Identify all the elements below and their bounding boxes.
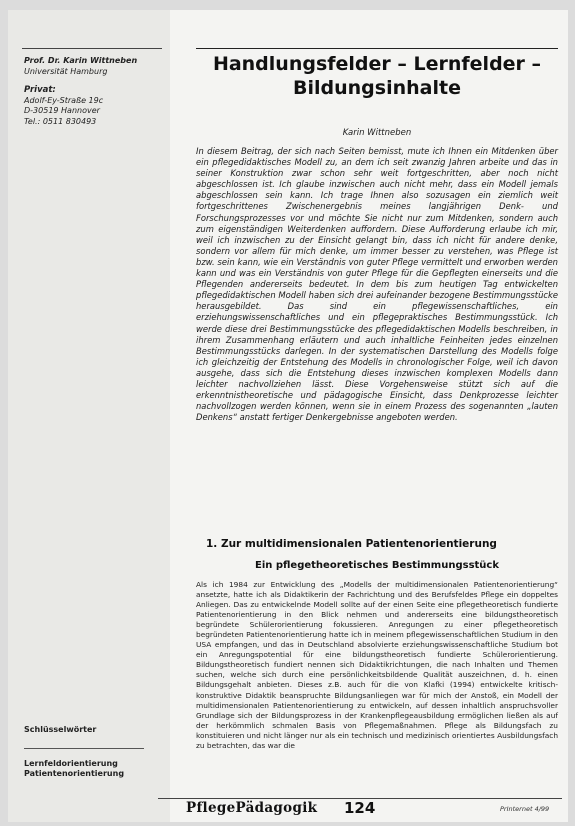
page-number: 124 — [344, 799, 376, 817]
sidebar — [8, 10, 170, 822]
body-paragraph: Als ich 1984 zur Entwicklung des „Modells der multidimensionalen Patientenorientierung“ ansetzte, hatte ich als Didaktikerin der Fachrichtung und des Berufsfeldes Pflege ein doppeltes Anliegen. Das zu entwickelnde Modell sollte auf der einen Seite eine pflegetheoretisch fundierte Patientenorientierung in den Blick nehmen und andererseits eine bildungstheoretisch begründete Schülerorientierung fokussieren. Anregungen zu einer pflegetheoretisch begründeten Patientenorientierung hatte ich in meinem pflegewissenschaftlichen Studium in den USA empfangen, und das in Deutschland absolvierte erziehungswissenschaftliche Studium bot ein Anregungspotential für eine bildungstheoretisch fundierte Schülerorientierung. Bildungstheoretisch fundiert nennen sich Didaktikrichtungen, die nach Inhalten und Themen suchen, welche sich durch eine persönlichkeitsbildende Qualität auszeichnen, d. h. einen Bildungsgehalt anbieten. Dieses z.B. auch für die von Klafki (1994) entwickelte kritisch-konstruktive Didaktik beanspruchte Bildungsanliegen war für mich der Anstoß, ein Modell der multidimensionalen Patientenorientierung zu entwickeln, auf dessen inhaltlich anspruchsvoller Grundlage sich der Bildungsprozess in der Krankenpflegeausbildung ermöglichen ließen als auf der herkömmlich schmalen Basis von Pflegemaßnahmen. Pflege als Bildungsfach zu konstituieren und nicht länger nur als ein technisch und medizinisch orientiertes Ausbildungsfach zu betrachten, das war die — [196, 580, 558, 750]
title-line-2: Bildungsinhalte — [293, 77, 461, 99]
title-line-1: Handlungsfelder – Lernfelder – — [212, 53, 542, 75]
journal-name: PflegePädagogik — [186, 800, 318, 816]
sidebar-rule — [22, 48, 162, 49]
article-title — [196, 52, 558, 100]
title-rule — [196, 48, 558, 49]
keywords-rule — [24, 748, 144, 749]
private-label: Privat: — [24, 85, 56, 95]
section-subheading: Ein pflegetheoretisches Bestimmungsstück — [254, 560, 500, 571]
phone-number: Tel.: 0511 830493 — [24, 116, 97, 126]
keyword-item: Patientenorientierung — [24, 769, 125, 778]
address-street: Adolf-Ey-Straße 19c — [24, 95, 104, 105]
keyword-item: Lernfeldorientierung — [24, 758, 118, 768]
page — [8, 10, 568, 822]
address-city: D-30519 Hannover — [24, 106, 100, 115]
sidebar-affiliation: Universität Hamburg — [24, 66, 108, 76]
keywords-title: Schlüsselwörter — [24, 725, 97, 734]
article-author: Karin Wittneben — [342, 128, 412, 138]
keywords-block — [24, 725, 164, 780]
sidebar-author-name: Prof. Dr. Karin Wittneben — [24, 56, 138, 65]
author-contact-block — [24, 56, 164, 127]
section-heading: 1. Zur multidimensionalen Patientenorientierung — [206, 538, 497, 550]
issue-label: PrInternet 4/99 — [500, 805, 550, 813]
intro-paragraph: In diesem Beitrag, der sich nach Seiten bemisst, mute ich Ihnen ein Mitdenken über ein pflegedidaktisches Modell zu, an dem ich seit zwanzig Jahren arbeite und das in seiner Konstruktion zwar schon sehr weit fortgeschritten, aber noch nicht abgeschlossen ist. Ich glaube inzwischen auch nicht mehr, dass ein Modell jemals abgeschlossen sein kann. Ich trage Ihnen also sozusagen ein ziemlich weit fortgeschrittenes Zwischenergebnis meines langjährigen Denk- und Forschungsprozesses vor und möchte Sie nicht nur zum Mitdenken, sondern auch zum eigenständigen Weiterdenken auffordern. Diese Aufforderung erlaube ich mir, weil ich inzwischen zu der Einsicht gelangt bin, dass ich nicht für andere denke, sondern vor allem für mich denke, um immer besser zu verstehen, was Pflege ist bzw. sein kann, wie ein Verständnis von guter Pflege vermittelt und erworben werden kann und was ein Verständnis von guter Pflege für die Gepflegten einerseits und die Pflegenden andererseits bedeutet. In dem bis zum heutigen Tag entwickelten pflegedidaktischen Modell haben sich drei aufeinander bezogene Bestimmungsstücke herausgebildet. Das sind ein pflegewissenschaftliches, ein erziehungswissenschaftliches und ein pflegepraktisches Bestimmungsstück. Ich werde diese drei Bestimmungsstücke des pflegedidaktischen Modells beschreiben, in ihrem Zusammenhang erläutern und auch inhaltliche Feinheiten jedes einzelnen Bestimmungsstücks darlegen. In der systematischen Darstellung des Modells folge ich gleichzeitig der Entstehung des Modells in chronologischer Folge, weil ich davon ausgehe, dass sich die Entstehung dieses inzwischen komplexen Modells dann leichter nachvollziehen lässt. Diese Vorgehensweise stützt sich auf die erkenntnistheoretische und pädagogische Einsicht, dass Denkprozesse leichter nachvollzogen werden können, wenn sie in einem Prozess des sogenannten „lauten Denkens“ anstatt fertiger Denkergebnisse angeboten werden. — [196, 146, 558, 423]
